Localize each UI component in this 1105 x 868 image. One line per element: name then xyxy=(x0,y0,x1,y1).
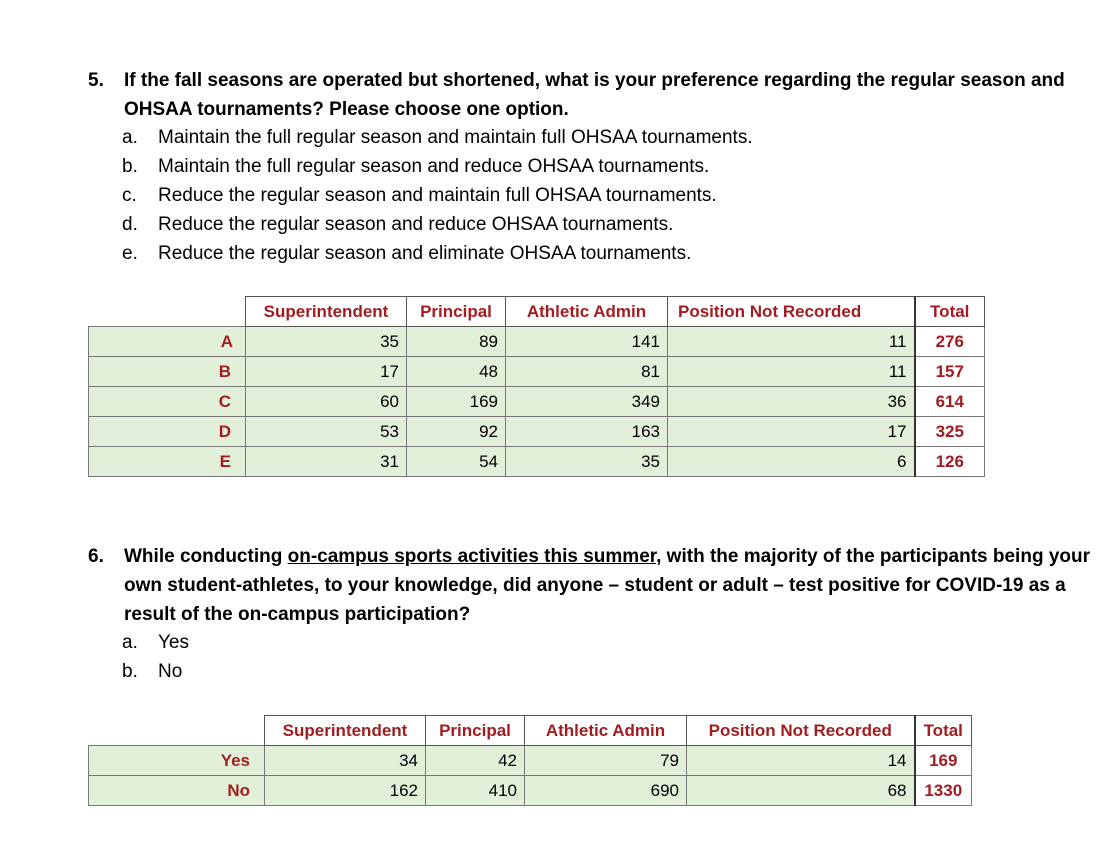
header-principal: Principal xyxy=(426,716,525,746)
cell-athletic-admin: 690 xyxy=(525,776,687,806)
cell-principal: 48 xyxy=(407,357,506,387)
option-text: Yes xyxy=(158,632,189,653)
option-letter: a. xyxy=(122,127,138,148)
option-text: No xyxy=(158,661,183,682)
row-label: E xyxy=(89,447,246,477)
cell-position-not-recorded: 11 xyxy=(668,357,915,387)
cell-superintendent: 162 xyxy=(265,776,426,806)
option-letter: b. xyxy=(122,156,138,177)
option-letter: d. xyxy=(122,214,138,235)
cell-principal: 410 xyxy=(426,776,525,806)
question-6-text-after: , with the majority of the participants being your own student-athletes, to your knowledge, did anyone – student or adult – test positive for COVID-19 as a result of the on-campus participation? xyxy=(124,546,1090,625)
header-position-not-recorded: Position Not Recorded xyxy=(668,297,915,327)
cell-athletic-admin: 35 xyxy=(506,447,668,477)
table-row xyxy=(89,746,972,776)
cell-total: 614 xyxy=(915,387,985,417)
cell-position-not-recorded: 17 xyxy=(668,417,915,447)
question-5-table xyxy=(88,296,985,477)
cell-superintendent: 53 xyxy=(246,417,407,447)
cell-principal: 54 xyxy=(407,447,506,477)
header-blank xyxy=(89,716,265,746)
cell-total: 169 xyxy=(915,746,972,776)
cell-position-not-recorded: 36 xyxy=(668,387,915,417)
cell-principal: 92 xyxy=(407,417,506,447)
table-header-row xyxy=(89,297,985,327)
question-6-text xyxy=(124,542,1104,629)
option-text: Reduce the regular season and eliminate OHSAA tournaments. xyxy=(158,243,692,264)
question-5-text: If the fall seasons are operated but shortened, what is your preference regarding the regular season and OHSAA tournaments? Please choose one option. xyxy=(124,70,1065,120)
header-total: Total xyxy=(915,297,985,327)
cell-principal: 89 xyxy=(407,327,506,357)
option-text: Reduce the regular season and reduce OHSAA tournaments. xyxy=(158,214,674,235)
cell-superintendent: 17 xyxy=(246,357,407,387)
header-superintendent: Superintendent xyxy=(265,716,426,746)
cell-superintendent: 34 xyxy=(265,746,426,776)
question-6-text-underlined: on-campus sports activities this summer xyxy=(287,546,657,567)
cell-athletic-admin: 81 xyxy=(506,357,668,387)
cell-total: 276 xyxy=(915,327,985,357)
cell-position-not-recorded: 68 xyxy=(687,776,915,806)
table-header-row xyxy=(89,716,972,746)
table-row xyxy=(89,327,985,357)
row-label: Yes xyxy=(89,746,265,776)
option-text: Reduce the regular season and maintain full OHSAA tournaments. xyxy=(158,185,717,206)
cell-athletic-admin: 141 xyxy=(506,327,668,357)
cell-principal: 42 xyxy=(426,746,525,776)
header-principal: Principal xyxy=(407,297,506,327)
cell-position-not-recorded: 6 xyxy=(668,447,915,477)
cell-athletic-admin: 79 xyxy=(525,746,687,776)
cell-position-not-recorded: 11 xyxy=(668,327,915,357)
table-row xyxy=(89,357,985,387)
option-text: Maintain the full regular season and maintain full OHSAA tournaments. xyxy=(158,127,753,148)
table-row xyxy=(89,776,972,806)
header-blank xyxy=(89,297,246,327)
question-6-text-before: While conducting xyxy=(124,546,288,567)
header-position-not-recorded: Position Not Recorded xyxy=(687,716,915,746)
cell-total: 157 xyxy=(915,357,985,387)
cell-principal: 169 xyxy=(407,387,506,417)
cell-total: 1330 xyxy=(915,776,972,806)
row-label: No xyxy=(89,776,265,806)
cell-athletic-admin: 349 xyxy=(506,387,668,417)
cell-superintendent: 35 xyxy=(246,327,407,357)
question-6-table xyxy=(88,715,972,806)
cell-total: 126 xyxy=(915,447,985,477)
cell-superintendent: 60 xyxy=(246,387,407,417)
question-5-number: 5. xyxy=(88,70,104,91)
header-athletic-admin: Athletic Admin xyxy=(506,297,668,327)
row-label: B xyxy=(89,357,246,387)
cell-superintendent: 31 xyxy=(246,447,407,477)
header-superintendent: Superintendent xyxy=(246,297,407,327)
option-letter: c. xyxy=(122,185,137,206)
header-total: Total xyxy=(915,716,972,746)
cell-total: 325 xyxy=(915,417,985,447)
question-6-number: 6. xyxy=(88,546,104,567)
option-letter: a. xyxy=(122,632,138,653)
table-row xyxy=(89,387,985,417)
row-label: C xyxy=(89,387,246,417)
option-letter: e. xyxy=(122,243,138,264)
cell-position-not-recorded: 14 xyxy=(687,746,915,776)
option-letter: b. xyxy=(122,661,138,682)
option-text: Maintain the full regular season and reduce OHSAA tournaments. xyxy=(158,156,710,177)
row-label: D xyxy=(89,417,246,447)
row-label: A xyxy=(89,327,246,357)
header-athletic-admin: Athletic Admin xyxy=(525,716,687,746)
table-row xyxy=(89,447,985,477)
cell-athletic-admin: 163 xyxy=(506,417,668,447)
table-row xyxy=(89,417,985,447)
